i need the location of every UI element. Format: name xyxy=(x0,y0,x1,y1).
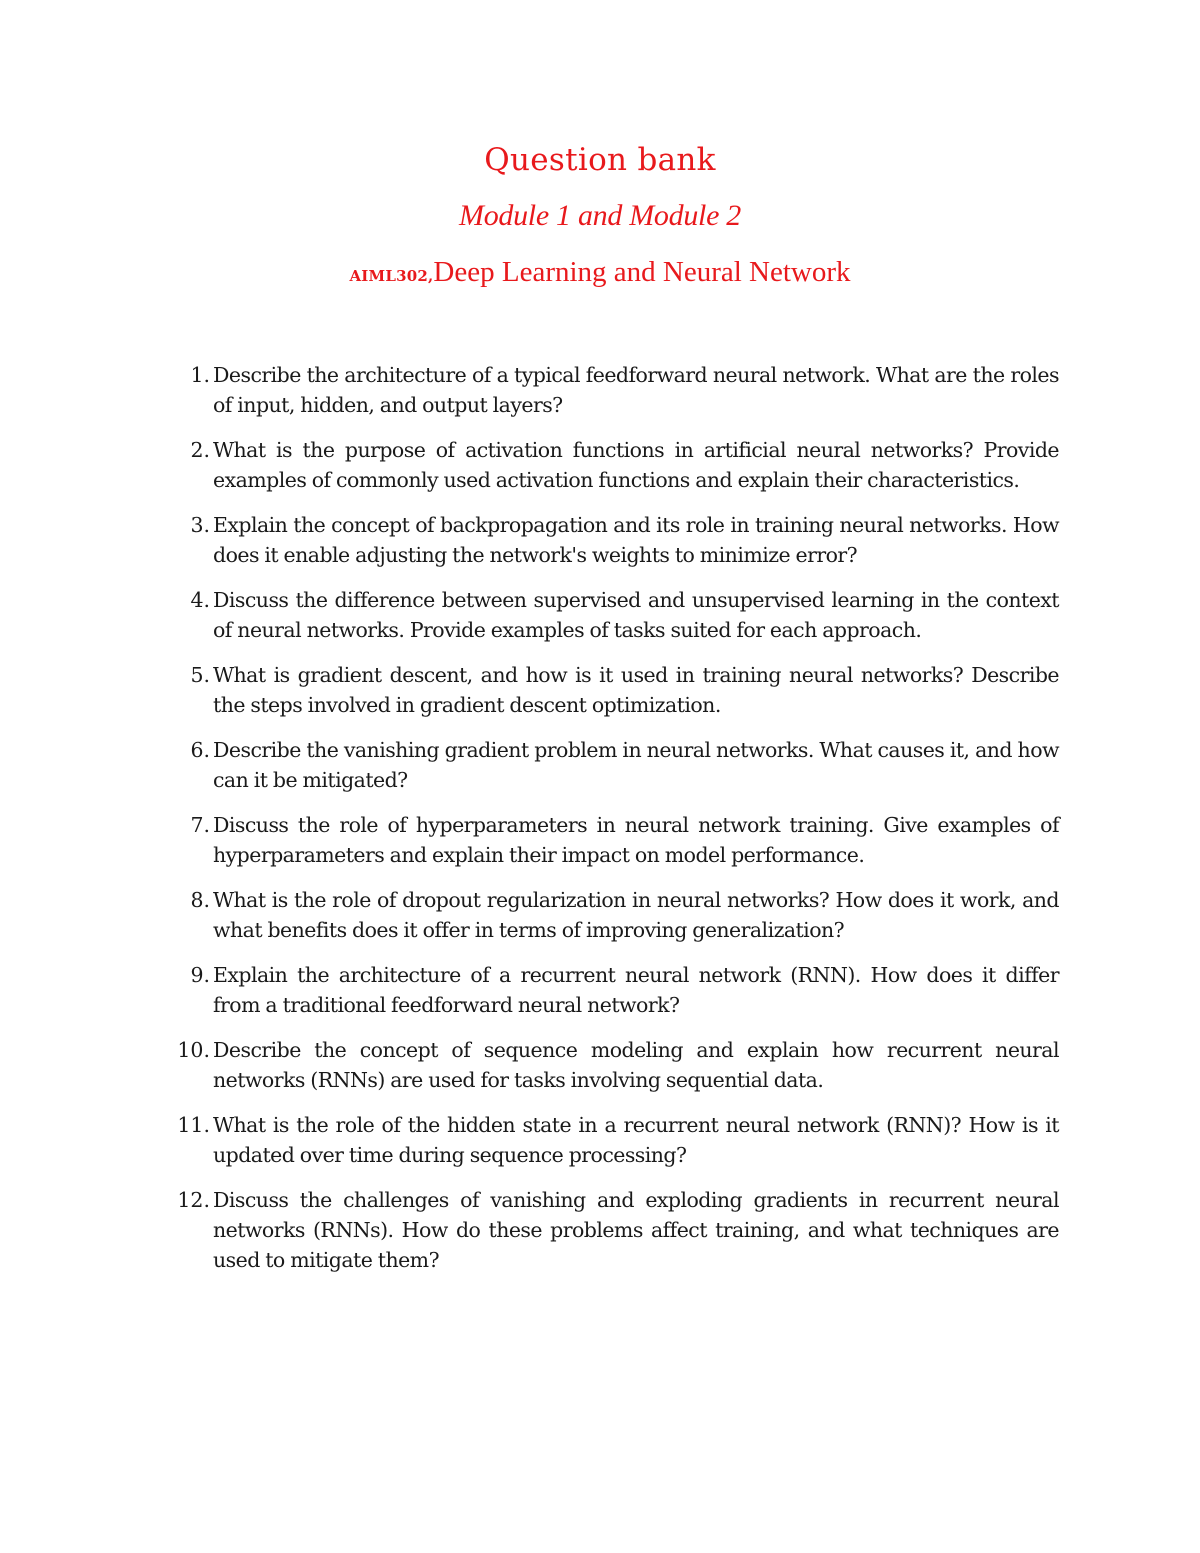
question-number: 10. xyxy=(177,1038,210,1062)
course-name: Deep Learning and Neural Network xyxy=(433,256,851,288)
question-item xyxy=(0,735,1200,795)
question-text: What is the role of dropout regularization in neural networks? How does it work, and what benefits does it offer in terms of improving generalization? xyxy=(213,888,1059,942)
question-text: Describe the concept of sequence modeling and explain how recurrent neural networks (RNNs) are used for tasks involving sequential data. xyxy=(213,1038,1059,1092)
question-number: 9. xyxy=(190,963,210,987)
question-item xyxy=(0,510,1200,570)
question-number: 6. xyxy=(190,738,210,762)
question-item xyxy=(0,585,1200,645)
course-code: AIML302, xyxy=(349,267,434,285)
question-text: Explain the architecture of a recurrent neural network (RNN). How does it differ from a traditional feedforward neural network? xyxy=(213,963,1059,1017)
question-item xyxy=(0,435,1200,495)
question-text: What is the purpose of activation functions in artificial neural networks? Provide examples of commonly used activation functions and explain their characteristics. xyxy=(213,438,1059,492)
question-item xyxy=(0,1110,1200,1170)
page-title: Question bank xyxy=(484,142,716,178)
question-number: 3. xyxy=(190,513,210,537)
question-number: 2. xyxy=(190,438,210,462)
question-text: Describe the architecture of a typical feedforward neural network. What are the roles of input, hidden, and output layers? xyxy=(213,363,1059,417)
question-number: 1. xyxy=(190,363,210,387)
module-subtitle: Module 1 and Module 2 xyxy=(459,199,741,232)
question-list xyxy=(0,360,1200,1290)
question-text: What is gradient descent, and how is it used in training neural networks? Describe the steps involved in gradient descent optimization. xyxy=(213,663,1059,717)
question-number: 7. xyxy=(190,813,210,837)
course-line xyxy=(0,252,1200,296)
question-text: What is the role of the hidden state in a recurrent neural network (RNN)? How is it updated over time during sequence processing? xyxy=(213,1113,1059,1167)
question-item xyxy=(0,1185,1200,1275)
question-item xyxy=(0,885,1200,945)
question-text: Describe the vanishing gradient problem in neural networks. What causes it, and how can it be mitigated? xyxy=(213,738,1059,792)
question-number: 5. xyxy=(190,663,210,687)
question-number: 12. xyxy=(177,1188,210,1212)
question-text: Discuss the challenges of vanishing and exploding gradients in recurrent neural networks (RNNs). How do these problems affect training, and what techniques are used to mitigate them? xyxy=(213,1188,1059,1272)
question-text: Discuss the difference between supervised and unsupervised learning in the context of neural networks. Provide examples of tasks suited for each approach. xyxy=(213,588,1059,642)
question-number: 4. xyxy=(190,588,210,612)
question-number: 11. xyxy=(177,1113,210,1137)
question-text: Discuss the role of hyperparameters in neural network training. Give examples of hyperparameters and explain their impact on model performance. xyxy=(213,813,1059,867)
header-block xyxy=(0,138,1200,296)
question-item xyxy=(0,1035,1200,1095)
question-item xyxy=(0,960,1200,1020)
question-item xyxy=(0,660,1200,720)
question-item xyxy=(0,360,1200,420)
question-item xyxy=(0,810,1200,870)
question-number: 8. xyxy=(190,888,210,912)
question-text: Explain the concept of backpropagation and its role in training neural networks. How does it enable adjusting the network's weights to minimize error? xyxy=(213,513,1059,567)
